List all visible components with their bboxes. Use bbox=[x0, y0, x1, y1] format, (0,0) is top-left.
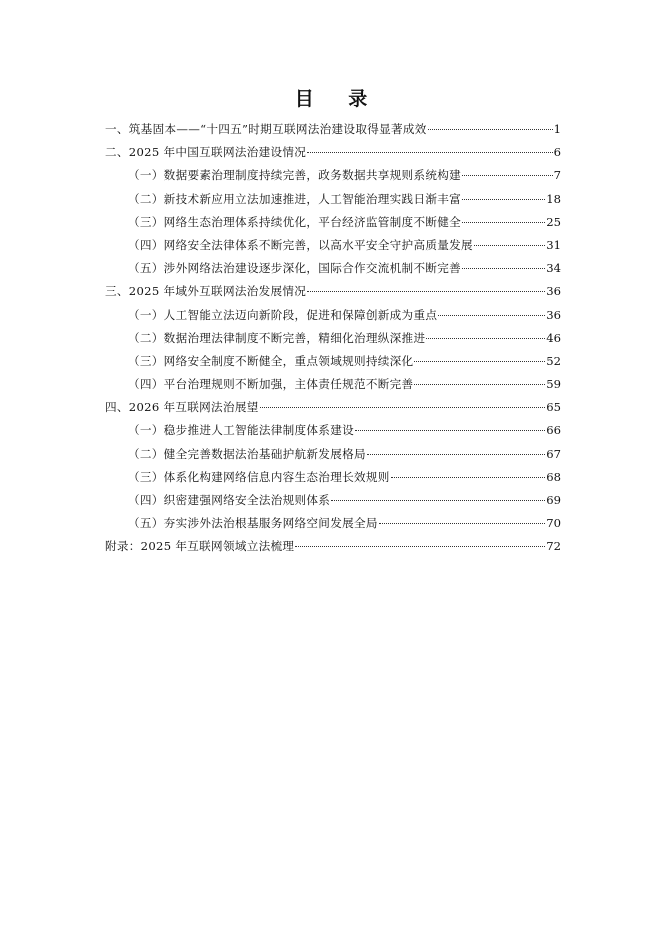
toc-dot-leader bbox=[438, 315, 545, 316]
toc-subentry[interactable] bbox=[105, 373, 561, 396]
toc-subentry[interactable] bbox=[105, 188, 561, 211]
toc-entry[interactable] bbox=[105, 141, 561, 164]
toc-dot-leader bbox=[260, 407, 546, 408]
toc-subentry[interactable] bbox=[105, 489, 561, 512]
toc-subentry[interactable] bbox=[105, 327, 561, 350]
toc-dot-leader bbox=[355, 430, 545, 431]
toc-page-number: 36 bbox=[546, 307, 561, 322]
toc-entry-label: （五）涉外网络法治建设逐步深化，国际合作交流机制不断完善 bbox=[128, 261, 462, 276]
toc-subentry[interactable] bbox=[105, 350, 561, 373]
toc-entry-label: 三、2025 年域外互联网法治发展情况 bbox=[105, 284, 307, 299]
toc-entry-label: （二）数据治理法律制度不断完善，精细化治理纵深推进 bbox=[128, 330, 426, 345]
toc-page-number: 72 bbox=[546, 539, 561, 554]
toc-page-number: 36 bbox=[546, 284, 561, 299]
toc-page-number: 7 bbox=[553, 168, 561, 183]
toc-entry-label: （五）夯实涉外法治根基服务网络空间发展全局 bbox=[128, 516, 378, 531]
toc-dot-leader bbox=[379, 523, 545, 524]
toc-subentry[interactable] bbox=[105, 234, 561, 257]
toc-subentry[interactable] bbox=[105, 164, 561, 187]
toc-dot-leader bbox=[414, 384, 545, 385]
toc-entry[interactable] bbox=[105, 535, 561, 558]
toc-entry-label: （四）织密建强网络安全法治规则体系 bbox=[128, 493, 331, 507]
toc-dot-leader bbox=[391, 477, 546, 478]
toc-entry-label: （一）数据要素治理制度持续完善，政务数据共享规则系统构建 bbox=[128, 168, 462, 183]
toc-entry[interactable] bbox=[105, 280, 561, 303]
toc-dot-leader bbox=[474, 245, 545, 246]
toc-dot-leader bbox=[367, 454, 545, 455]
toc-page-number: 69 bbox=[546, 493, 561, 507]
toc-page-number: 34 bbox=[546, 261, 561, 276]
toc-dot-leader bbox=[414, 361, 545, 362]
toc-dot-leader bbox=[295, 546, 545, 547]
toc-page-number: 65 bbox=[546, 400, 561, 415]
toc-dot-leader bbox=[428, 129, 553, 130]
toc-dot-leader bbox=[462, 222, 545, 223]
toc-page-number: 18 bbox=[546, 191, 561, 206]
toc-page-number: 68 bbox=[546, 469, 561, 484]
toc-page-number: 67 bbox=[546, 446, 561, 461]
toc-page-number: 31 bbox=[546, 237, 561, 252]
toc-dot-leader bbox=[307, 152, 552, 153]
toc-subentry[interactable] bbox=[105, 211, 561, 234]
toc-entry-label: （四）网络安全法律体系不断完善，以高水平安全守护高质量发展 bbox=[128, 237, 473, 252]
toc-page-number: 25 bbox=[546, 214, 561, 229]
toc-entry-label: （三）体系化构建网络信息内容生态治理长效规则 bbox=[128, 469, 390, 484]
toc-entry-label: （四）平台治理规则不断加强，主体责任规范不断完善 bbox=[128, 377, 414, 392]
toc-entry-label: （二）新技术新应用立法加速推进，人工智能治理实践日渐丰富 bbox=[128, 191, 462, 206]
toc-entry-label: （一）稳步推进人工智能法律制度体系建设 bbox=[128, 423, 354, 438]
toc-subentry[interactable] bbox=[105, 443, 561, 466]
toc-dot-leader bbox=[462, 175, 553, 176]
toc-subentry[interactable] bbox=[105, 257, 561, 280]
toc-subentry[interactable] bbox=[105, 466, 561, 489]
toc-entry-label: 附录：2025 年互联网领域立法梳理 bbox=[105, 539, 295, 554]
toc-entry[interactable] bbox=[105, 118, 561, 141]
toc-entry-label: （二）健全完善数据法治基础护航新发展格局 bbox=[128, 446, 366, 461]
toc-page-number: 70 bbox=[546, 516, 561, 531]
toc-dot-leader bbox=[331, 500, 545, 501]
toc-entry-label: 四、2026 年互联网法治展望 bbox=[105, 400, 259, 415]
toc-page-number: 1 bbox=[553, 122, 561, 136]
toc-entry-label: （一）人工智能立法迈向新阶段，促进和保障创新成为重点 bbox=[128, 307, 438, 322]
toc-page-number: 66 bbox=[546, 423, 561, 438]
toc-dot-leader bbox=[307, 291, 545, 292]
page-title: 目 录 bbox=[294, 88, 382, 110]
toc-dot-leader bbox=[462, 199, 545, 200]
toc-page-number: 46 bbox=[546, 330, 561, 345]
toc-page-number: 6 bbox=[553, 145, 561, 160]
toc-page-number: 52 bbox=[546, 353, 561, 368]
toc-entry-label: （三）网络安全制度不断健全，重点领域规则持续深化 bbox=[128, 353, 414, 368]
toc-entry-label: （三）网络生态治理体系持续优化，平台经济监管制度不断健全 bbox=[128, 214, 462, 229]
toc-subentry[interactable] bbox=[105, 512, 561, 535]
toc-page-number: 59 bbox=[546, 377, 561, 392]
table-of-contents bbox=[105, 118, 561, 559]
toc-entry-label: 二、2025 年中国互联网法治建设情况 bbox=[105, 145, 307, 160]
toc-dot-leader bbox=[426, 338, 545, 339]
toc-subentry[interactable] bbox=[105, 419, 561, 442]
toc-entry-label: 一、筑基固本——“十四五”时期互联网法治建设取得显著成效 bbox=[105, 122, 427, 136]
toc-entry[interactable] bbox=[105, 396, 561, 419]
toc-subentry[interactable] bbox=[105, 304, 561, 327]
toc-dot-leader bbox=[462, 268, 545, 269]
